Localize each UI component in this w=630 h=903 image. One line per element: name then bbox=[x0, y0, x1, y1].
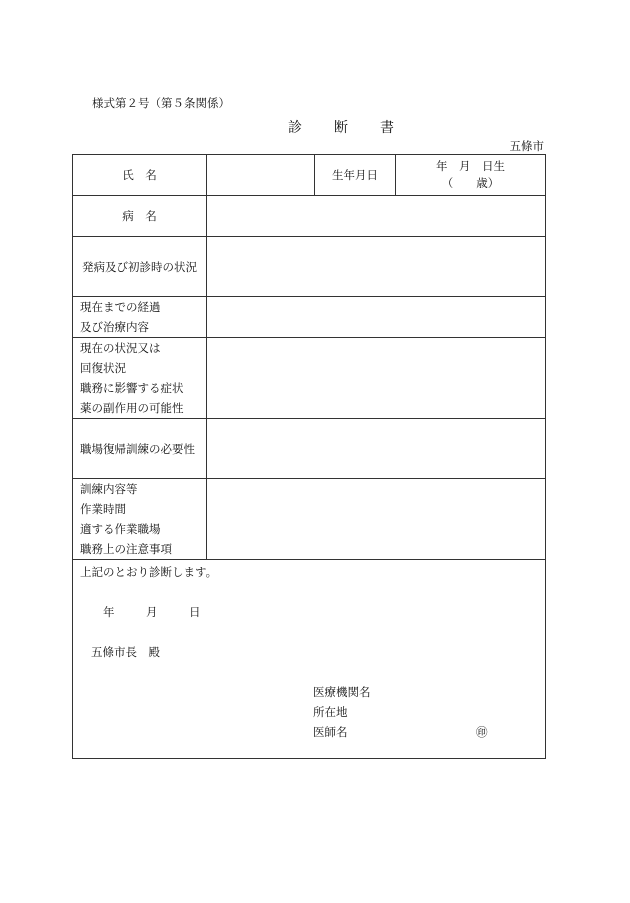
status-row bbox=[73, 338, 546, 419]
document-title: 診 断 書 bbox=[288, 120, 403, 136]
training-row bbox=[73, 479, 546, 560]
rehab-label: 職場復帰訓練の必要性 bbox=[73, 419, 207, 479]
status-label-line: 職務に影響する症状 bbox=[80, 381, 184, 395]
diagnosis-form-table bbox=[72, 154, 546, 759]
status-label-line: 薬の副作用の可能性 bbox=[80, 401, 184, 415]
progress-field[interactable] bbox=[207, 297, 546, 338]
progress-label bbox=[73, 297, 207, 338]
seal-mark: ㊞ bbox=[476, 725, 488, 739]
training-label-line: 訓練内容等 bbox=[80, 482, 138, 496]
birth-date-field[interactable] bbox=[396, 155, 546, 196]
age-format: （ 歳） bbox=[441, 176, 500, 190]
certification-cell bbox=[73, 560, 546, 759]
training-label-line: 職務上の注意事項 bbox=[80, 542, 172, 556]
name-row bbox=[73, 155, 546, 196]
training-label bbox=[73, 479, 207, 560]
progress-row bbox=[73, 297, 546, 338]
training-field[interactable] bbox=[207, 479, 546, 560]
progress-label-line: 及び治療内容 bbox=[80, 320, 149, 334]
training-label-line: 作業時間 bbox=[80, 502, 126, 516]
form-number: 様式第２号（第５条関係） bbox=[92, 96, 230, 110]
name-field[interactable] bbox=[207, 155, 315, 196]
onset-field[interactable] bbox=[207, 237, 546, 297]
status-label bbox=[73, 338, 207, 419]
status-label-line: 現在の状況又は bbox=[80, 341, 161, 355]
address-label: 所在地 bbox=[313, 705, 348, 719]
disease-label: 病 名 bbox=[73, 196, 207, 237]
rehab-field[interactable] bbox=[207, 419, 546, 479]
birth-date-label: 生年月日 bbox=[315, 155, 396, 196]
date-line[interactable]: 年 月 日 bbox=[103, 605, 211, 619]
statement-text: 上記のとおり診断します。 bbox=[80, 565, 218, 579]
certification-row bbox=[73, 560, 546, 759]
progress-label-line: 現在までの経過 bbox=[80, 300, 161, 314]
birth-date-format: 年 月 日生 bbox=[436, 159, 505, 173]
disease-field[interactable] bbox=[207, 196, 546, 237]
disease-row bbox=[73, 196, 546, 237]
onset-label: 発病及び初診時の状況 bbox=[73, 237, 207, 297]
addressee: 五條市長 殿 bbox=[91, 645, 160, 659]
institution-label: 医療機関名 bbox=[313, 685, 371, 699]
rehab-row bbox=[73, 419, 546, 479]
training-label-line: 適する作業職場 bbox=[80, 522, 161, 536]
status-label-line: 回復状況 bbox=[80, 361, 126, 375]
status-field[interactable] bbox=[207, 338, 546, 419]
doctor-label: 医師名 bbox=[313, 725, 348, 739]
name-label: 氏 名 bbox=[73, 155, 207, 196]
issuing-city: 五條市 bbox=[509, 139, 544, 153]
onset-row bbox=[73, 237, 546, 297]
